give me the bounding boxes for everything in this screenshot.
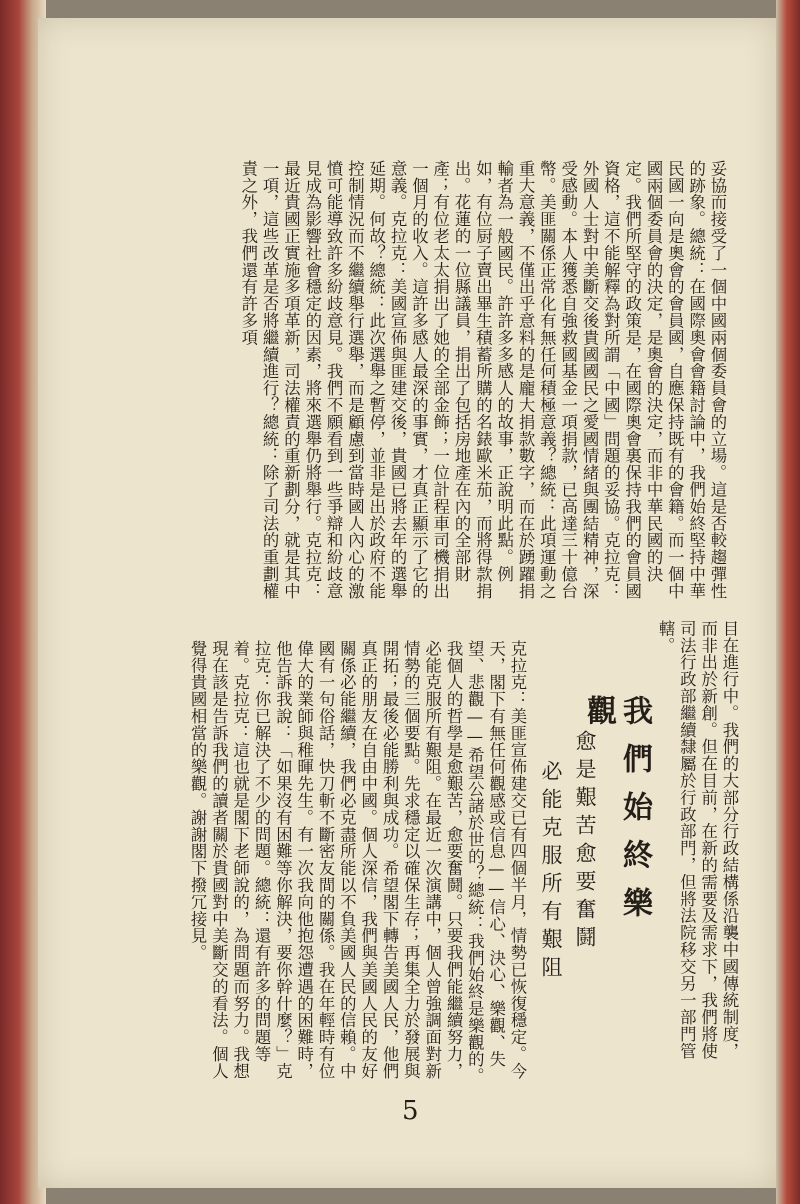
interview-bottom-block: 克拉克：美匪宣佈建交已有四個半月，情勢已恢復穩定。今天，閣下有無任何觀感或信息——信心、決心、樂觀、失望、悲觀——希望公諸於世的？總統：我們始終是樂觀的。我個人的哲學是愈艱苦，愈要奮鬪。只要我們能繼續努力，必能克服所有艱阻。在最近一次演講中，個人曾強調面對新情勢的三個要點。先求穩定以確保生存；再集全力於發展與開拓；最後必能勝利與成功。希望閣下轉告美國人民，他們真正的朋友在自由中國。個人深信，我們與美國人民的友好關係必能繼續，我們必克盡所能以不負美國人民的信賴。中國有一句俗話，快刀斬不斷密友間的關係。我在年輕時有位偉大的業師與稚暉先生。有一次我向他抱怨遭遇的困難時，他告訴我說：「如果沒有困難等你解決，要你幹什麼？」克拉克：你已解決了不少的問題。總統：還有許多的問題等着。克拉克：這也就是閣下老師說的，為問題而努力。我想現在該是告訴我們的讀者關於貴國對中美斷交的看法。個人覺得貴國相當的樂觀。謝謝閣下撥冗接見。 — [188, 640, 527, 1085]
section-subtitle-2: 必能克服所有艱阻 — [539, 760, 563, 984]
book-right-edge — [776, 0, 800, 1204]
interview-continuation-block: 目在進行中。我們的大部分行政結構係沿襲中國傳統制度，而非出於新創。但在目前，在新的需要及需求下，我們將使司法行政部繼續隸屬於行政部門，但將法院移交另一部門管轄。 — [656, 620, 739, 1060]
interview-top-block: 妥協而接受了一個中國兩個委員會的立場。這是否較趨彈性的跡象。總統：在國際奧會會籍討論中，我們始終堅持中華民國一向是奧會的會員國，自應保持既有的會籍。而一個中國兩個委員會的決定，是奧會的決定，而非中華民國的決定。我們所堅守的政策是，在國際奧會裏保持我們的會員國資格，這不能解釋為對所謂「中國」問題的妥協。克拉克：外國人士對中美斷交後貴國國民之愛國情緒與團結精神，深受感動。本人獲悉自強救國基金一項捐款，已高達三十億台幣。美匪關係正常化有無任何積極意義？總統：此項運動之重大意義，不僅出乎意料的是龐大捐款數字，而在於踴躍捐輸者為一般國民。許許多多感人的故事，正說明此點。例如，有位厨子賣出畢生積蓄所購的名錶歐米茄，而將得款捐出。花蓮的一位縣議員，捐出了包括房地產在內的全部財產；有位老太太捐出了她的全部金飾；一位計程車司機捐出一個月的收入。這許多感人最深的事實，才真正顯示了它的意義。克拉克：美國宣佈與匪建交後，貴國已將去年的選舉延期。何故？總統：此次選舉之暫停，並非是出於政府不能控制情況而不繼續舉行選舉，而是顧慮到當時國人內心的激憤可能導致許多紛歧意見。我們不願看到一些爭辯和紛歧意見成為影響社會穩定的因素，將來選舉仍將舉行。克拉克：最近貴國正實施多項革新，司法權責的重新劃分，就是其中一項，這些改革是否將繼續進行？總統：除了司法的重劃權責之外，我們還有許多項 — [238, 160, 727, 600]
page-number: 5 — [402, 1096, 419, 1126]
section-title: 我們始終樂觀 — [581, 695, 652, 935]
section-subtitle-1: 愈是艱苦愈要奮鬪 — [573, 730, 597, 954]
